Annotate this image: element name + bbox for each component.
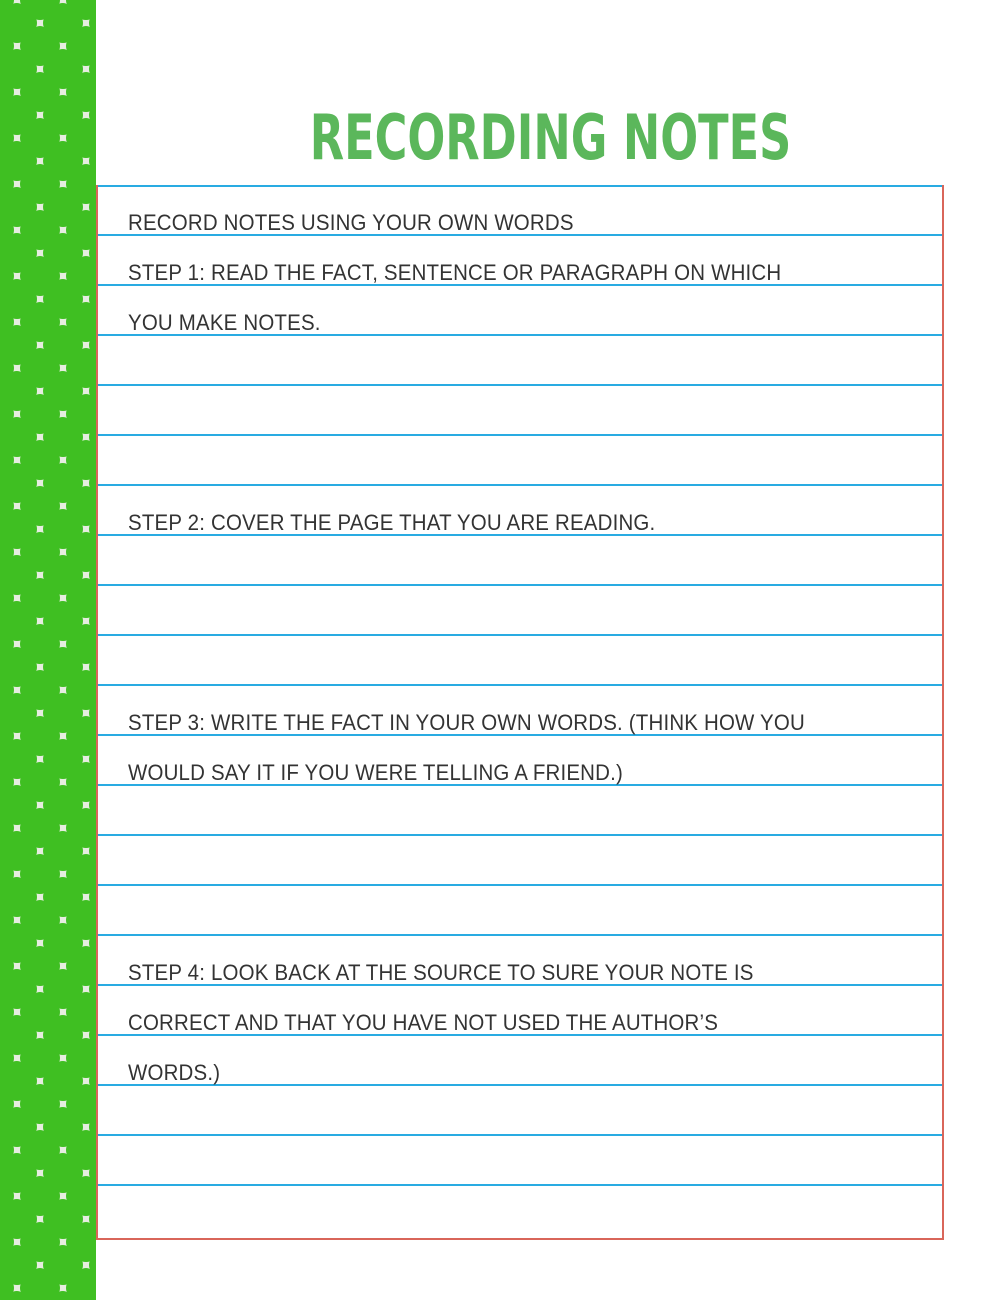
ruled-line [98, 584, 942, 586]
note-intro: RECORD NOTES USING YOUR OWN WORDS [128, 210, 574, 235]
quatrefoil-pattern-strip [0, 0, 96, 1300]
note-step-4-cont: CORRECT AND THAT YOU HAVE NOT USED THE AUTHOR’S [128, 1010, 719, 1035]
ruled-line [98, 884, 942, 886]
ruled-line [98, 185, 942, 187]
note-step-2: STEP 2: COVER THE PAGE THAT YOU ARE READING. [128, 510, 656, 535]
note-step-4: STEP 4: LOOK BACK AT THE SOURCE TO SURE YOUR NOTE IS [128, 960, 754, 985]
lined-paper [96, 185, 944, 1240]
note-step-4-end: WORDS.) [128, 1060, 221, 1085]
ruled-line [98, 384, 942, 386]
ruled-line [98, 634, 942, 636]
ruled-line [98, 1184, 942, 1186]
note-step-3: STEP 3: WRITE THE FACT IN YOUR OWN WORDS. (THINK HOW YOU [128, 710, 805, 735]
page-title: RECORDING NOTES [309, 101, 792, 174]
ruled-line [98, 434, 942, 436]
ruled-line [98, 484, 942, 486]
ruled-line [98, 1134, 942, 1136]
ruled-line [98, 684, 942, 686]
note-step-3-cont: WOULD SAY IT IF YOU WERE TELLING A FRIEND.) [128, 760, 623, 785]
ruled-line [98, 834, 942, 836]
note-step-1: STEP 1: READ THE FACT, SENTENCE OR PARAGRAPH ON WHICH [128, 260, 782, 285]
ruled-line [98, 934, 942, 936]
note-step-1-cont: YOU MAKE NOTES. [128, 310, 321, 335]
